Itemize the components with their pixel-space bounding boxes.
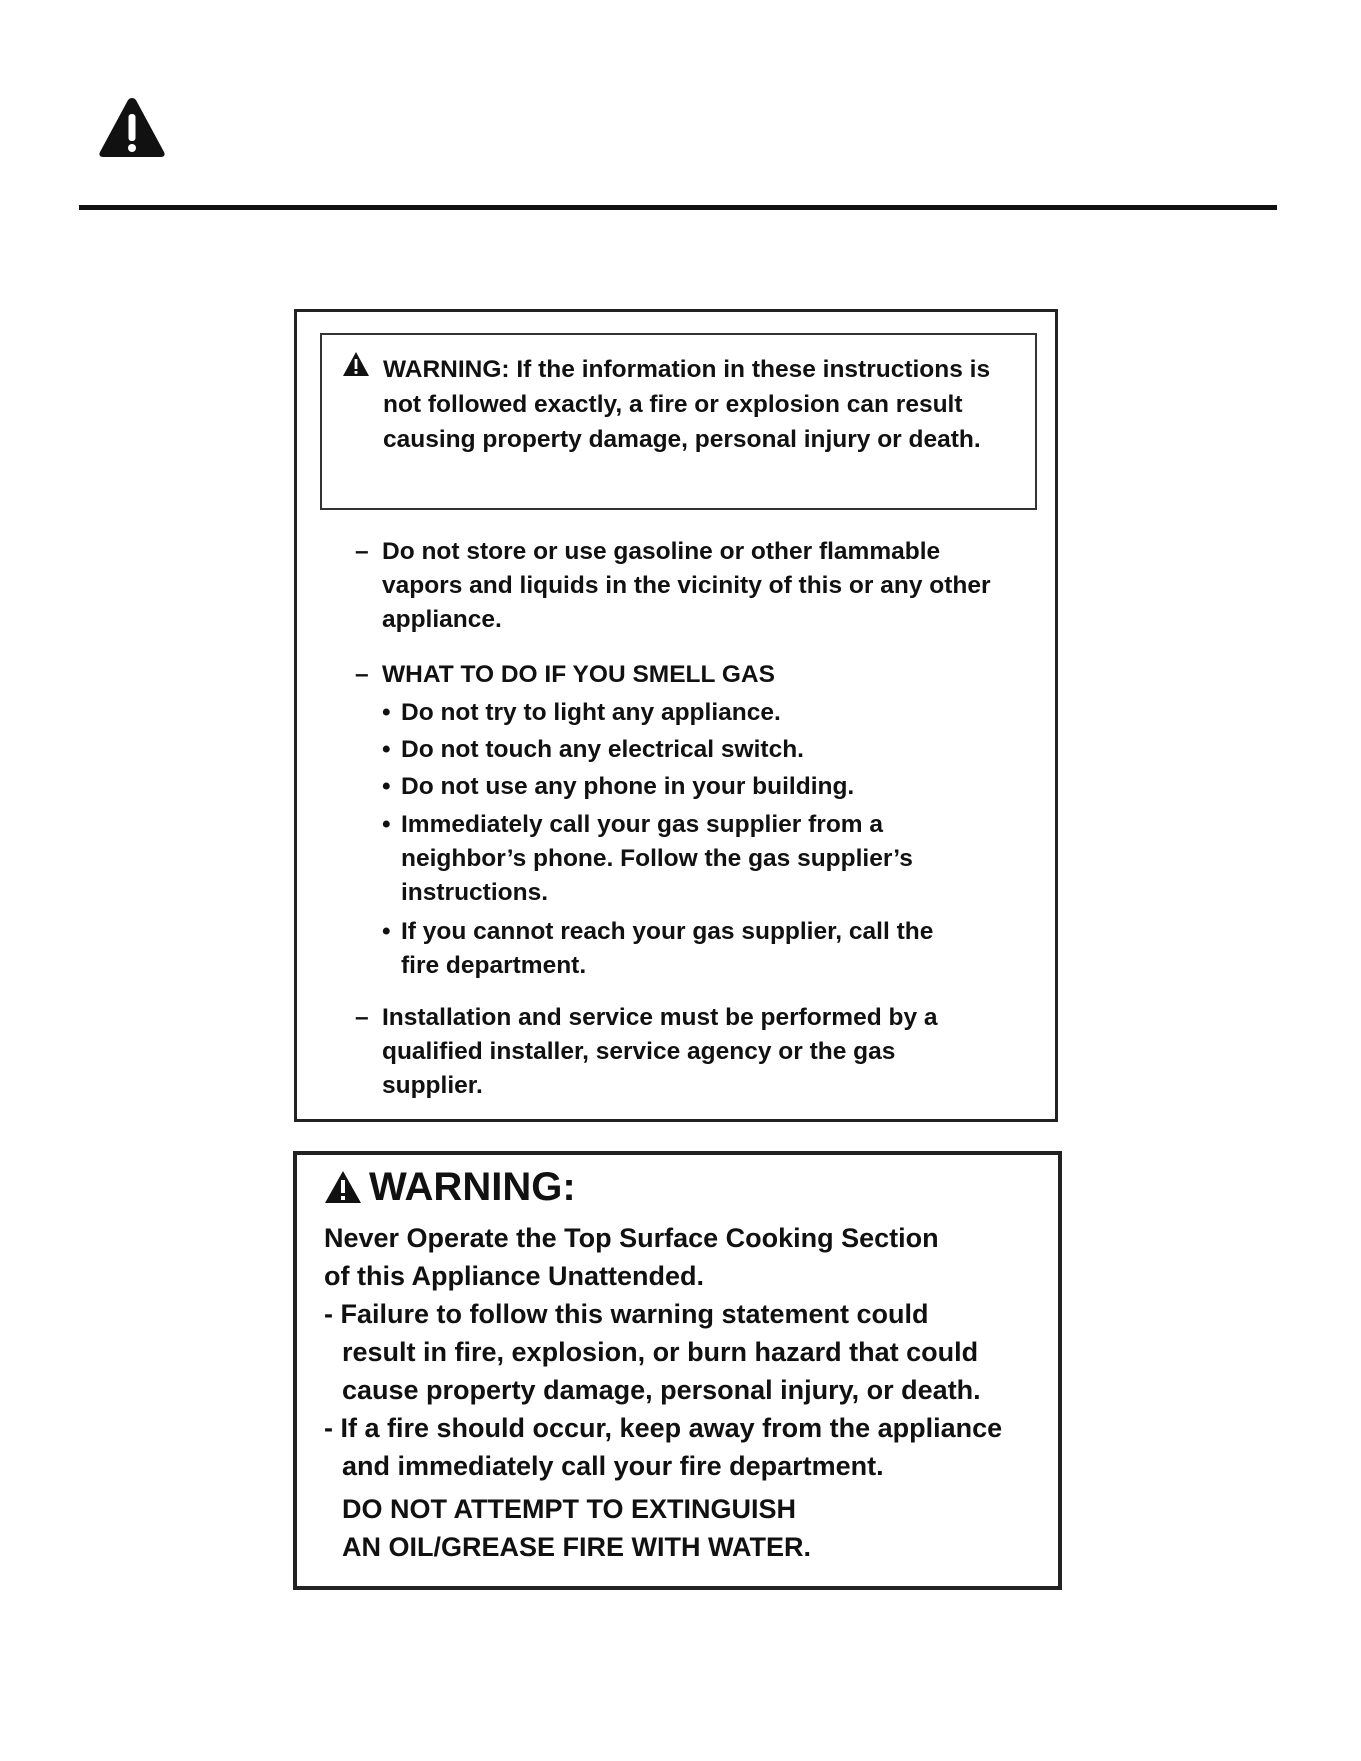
- gas-warning-item: Do not store or use gasoline or other flammable vapors and liquids in the vicinity of this or any other appliance.: [382, 538, 991, 633]
- cooking-warning-line: and immediately call your fire department.: [342, 1451, 884, 1481]
- bullet-item: Do not try to light any appliance.: [401, 699, 781, 726]
- gas-warning-title: WARNING: If the information in these instructions is not followed exactly, a fire or explosion can result causing property damage, personal injury or death.: [383, 356, 991, 453]
- gas-warning-item: Installation and service must be performed by a qualified installer, service agency or the gas supplier.: [382, 1004, 938, 1099]
- bullet-marker: •: [382, 773, 391, 800]
- cooking-warning-line: - If a fire should occur, keep away from the appliance: [324, 1413, 1003, 1443]
- bullet-marker: •: [382, 811, 391, 838]
- cooking-warning-line: result in fire, explosion, or burn hazard that could: [342, 1337, 979, 1367]
- cooking-warning-line: AN OIL/GREASE FIRE WITH WATER.: [342, 1532, 811, 1562]
- header-rule: [79, 205, 1277, 210]
- dash-marker: –: [355, 1004, 369, 1031]
- bullet-item: Do not touch any electrical switch.: [401, 736, 804, 763]
- bullet-item: If you cannot reach your gas supplier, call the fire department.: [401, 918, 934, 979]
- cooking-warning-heading: WARNING:: [369, 1165, 576, 1209]
- cooking-warning-line: - Failure to follow this warning statement could: [324, 1299, 929, 1329]
- bullet-item: Immediately call your gas supplier from a neighbor’s phone. Follow the gas supplier’s instructions.: [401, 811, 913, 906]
- dash-marker: –: [355, 661, 369, 688]
- cooking-warning-line: of this Appliance Unattended.: [324, 1261, 705, 1291]
- warning-triangle-icon: [324, 1170, 362, 1204]
- dash-marker: –: [355, 538, 369, 565]
- cooking-warning-line: cause property damage, personal injury, or death.: [342, 1375, 981, 1405]
- bullet-item: Do not use any phone in your building.: [401, 773, 855, 800]
- bullet-marker: •: [382, 736, 391, 763]
- bullet-marker: •: [382, 699, 391, 726]
- warning-triangle-icon: [342, 351, 370, 377]
- warning-triangle-icon: [97, 95, 167, 159]
- cooking-warning-line: Never Operate the Top Surface Cooking Section: [324, 1223, 939, 1253]
- gas-warning-item: WHAT TO DO IF YOU SMELL GAS: [382, 661, 775, 688]
- bullet-marker: •: [382, 918, 391, 945]
- cooking-warning-line: DO NOT ATTEMPT TO EXTINGUISH: [342, 1494, 797, 1524]
